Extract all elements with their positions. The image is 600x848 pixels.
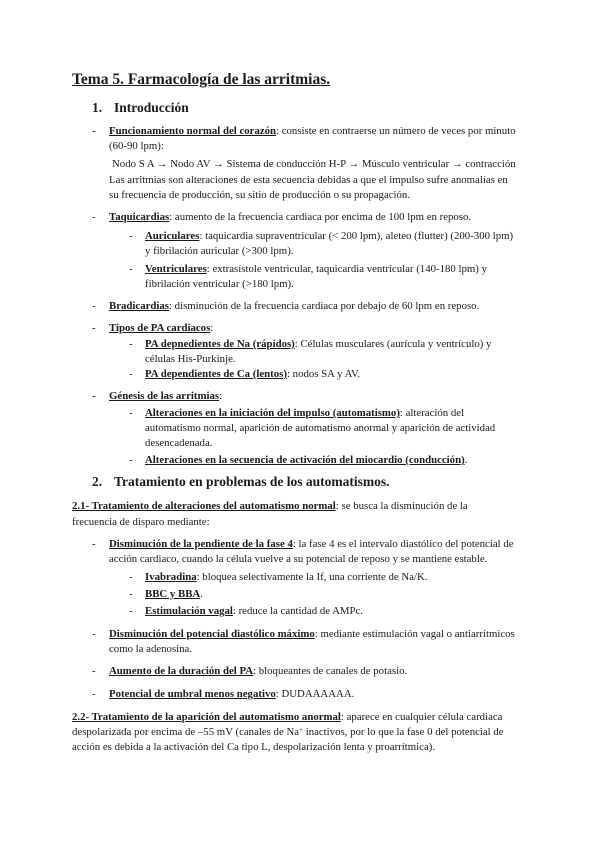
term-ivabradina: Ivabradina (145, 571, 197, 583)
list-item (109, 626, 515, 642)
paragraph-line: Las arritmias son alteraciones de esta secuencia debidas a que el impulso sufre anomalías en (109, 174, 508, 186)
section-2-title: Tratamiento en problemas de los automatismos. (114, 474, 390, 489)
item-text-cont: y fibrilación auricular (>300 lpm). (145, 245, 294, 257)
term-taquicardias: Taquicardias (109, 211, 170, 223)
term-potencial-diastolico: Disminución del potencial diastólico máximo (109, 628, 315, 640)
term-auriculares: Auriculares (145, 230, 200, 242)
list-item (109, 663, 407, 679)
term-bbc-bba: BBC y BBA (145, 588, 201, 600)
item-text: : nodos SA y AV. (286, 368, 361, 380)
term-iniciacion: Alteraciones en la iniciación del impulso (automatismo) (145, 407, 400, 419)
sub-item (145, 261, 487, 277)
term-pendiente-fase-4: Disminución de la pendiente de la fase 4 (109, 538, 293, 550)
item-text: : extrasístole ventricular, taquicardia ventricular (140-180 lpm) y (206, 263, 487, 275)
term-pa-na: PA depnedientes de Na (rápidos) (145, 338, 295, 350)
paragraph-line: su frecuencia de producción, su sitio de producción o su propagación. (109, 189, 411, 201)
bullet-dash: - (129, 407, 133, 419)
sub-item (145, 569, 427, 585)
sub-item (145, 366, 360, 382)
term-2-1: 2.1- Tratamiento de alteraciones del automatismo normal (72, 500, 336, 512)
item-text: : alteración del (399, 407, 465, 419)
item-text: : bloquea selectivamente la If, una corriente de Na/K. (196, 571, 428, 583)
bullet-dash: - (92, 322, 96, 334)
item-text: inactivos, por lo que la fase 0 del potencial de (303, 726, 504, 738)
bullet-dash: - (129, 605, 133, 617)
item-text: : DUDAAAAAA. (275, 688, 355, 700)
bullet-dash: - (129, 368, 133, 380)
section-1-title: Introducción (114, 100, 189, 115)
term-pa-ca: PA dependientes de Ca (lentos) (145, 368, 287, 380)
list-item (109, 388, 222, 404)
section-1-heading (92, 100, 189, 116)
item-text: : la fase 4 es el intervalo diastólico del potencial de (292, 538, 514, 550)
bullet-dash: - (92, 211, 96, 223)
term-2-2: 2.2- Tratamiento de la aparición del automatismo anormal (72, 711, 341, 723)
list-item (109, 320, 213, 336)
item-text: : bloqueantes de canales de potasio. (253, 665, 408, 677)
term-bradicardias: Bradicardias (109, 300, 169, 312)
term-funcionamiento: Funcionamiento normal del corazón (109, 125, 277, 137)
item-text-cont (72, 724, 504, 740)
item-text-cont: fibrilación ventricular (>180 lpm). (145, 278, 294, 290)
item-text: : aparece en cualquier célula cardiaca (340, 711, 503, 723)
sub-item (145, 405, 464, 421)
item-text-cont: (60-90 lpm): (109, 140, 164, 152)
item-text: : consiste en contraerse un número de veces por minuto (276, 125, 516, 137)
item-text-cont: acción es debida a la activación del Ca tipo L, despolarización lenta y proarrítmica). (72, 741, 436, 753)
section-2-heading (92, 474, 390, 490)
item-text: : taquicardia supraventricular (< 200 lpm), aleteo (flutter) (200-300 lpm) (199, 230, 514, 242)
sub-item (145, 586, 203, 602)
term-conduccion: Alteraciones en la secuencia de activación del miocardio (conducción) (145, 454, 465, 466)
item-text: : Células musculares (aurícula y ventrículo) y (294, 338, 492, 350)
item-text-cont: acción cardiaco, cuando la célula vuelve a su potencial de reposo y se mantiene estable. (109, 553, 488, 565)
bullet-dash: - (92, 628, 96, 640)
page-title: Tema 5. Farmacología de las arritmias. (72, 71, 331, 88)
subsection-2-1 (72, 498, 468, 514)
list-item (109, 123, 516, 139)
sub-item (145, 452, 467, 468)
term-potencial-umbral: Potencial de umbral menos negativo (109, 688, 276, 700)
bullet-dash: - (129, 454, 133, 466)
item-text-cont: automatismo normal, aparición de automatismo anormal y aparición de actividad (145, 422, 496, 434)
list-item (109, 298, 479, 314)
list-item (109, 209, 471, 225)
item-text-cont: desencadenada. (145, 437, 213, 449)
section-1-number: 1. (92, 100, 103, 115)
bullet-dash: - (129, 230, 133, 242)
item-text: : se busca la disminución de la (335, 500, 468, 512)
bullet-dash: - (92, 125, 96, 137)
flow-sequence: Nodo S A → Nodo AV → Sistema de conducción H-P → Músculo ventricular → contracción (112, 158, 516, 170)
term-ventriculares: Ventriculares (145, 263, 207, 275)
sub-item (145, 603, 363, 619)
superscript-plus: + (299, 726, 303, 734)
section-2-number: 2. (92, 474, 103, 489)
item-text-cont: células His-Purkinje. (145, 353, 236, 365)
list-item (109, 536, 514, 552)
bullet-dash: - (129, 588, 133, 600)
subsection-2-2 (72, 709, 502, 725)
item-text: : mediante estimulación vagal o antiarrítmicos (314, 628, 515, 640)
item-text: : aumento de la frecuencia cardiaca por encima de 100 lpm en reposo. (169, 211, 472, 223)
item-text: : reduce la cantidad de AMPc. (232, 605, 364, 617)
sub-item (145, 228, 513, 244)
item-text-cont: frecuencia de disparo mediante: (72, 516, 210, 528)
bullet-dash: - (92, 300, 96, 312)
term-tipos-pa: Tipos de PA cardiacos (109, 322, 211, 334)
item-text: . (200, 588, 203, 600)
term-duracion-pa: Aumento de la duración del PA (109, 665, 254, 677)
item-text: : (210, 322, 214, 334)
list-item (109, 686, 354, 702)
item-text-cont: como la adenosina. (109, 643, 193, 655)
bullet-dash: - (92, 538, 96, 550)
bullet-dash: - (129, 263, 133, 275)
item-text: : (219, 390, 223, 402)
term-genesis: Génesis de las arritmias (109, 390, 220, 402)
bullet-dash: - (92, 665, 96, 677)
item-text: : disminución de la frecuencia cardiaca por debajo de 60 lpm en reposo. (168, 300, 480, 312)
sub-item (145, 336, 491, 352)
term-estimulacion-vagal: Estimulación vagal (145, 605, 233, 617)
bullet-dash: - (92, 688, 96, 700)
item-text: . (464, 454, 468, 466)
bullet-dash: - (92, 390, 96, 402)
bullet-dash: - (129, 571, 133, 583)
bullet-dash: - (129, 338, 133, 350)
item-text: despolarizada por encima de –55 mV (canales de Na (72, 726, 300, 738)
